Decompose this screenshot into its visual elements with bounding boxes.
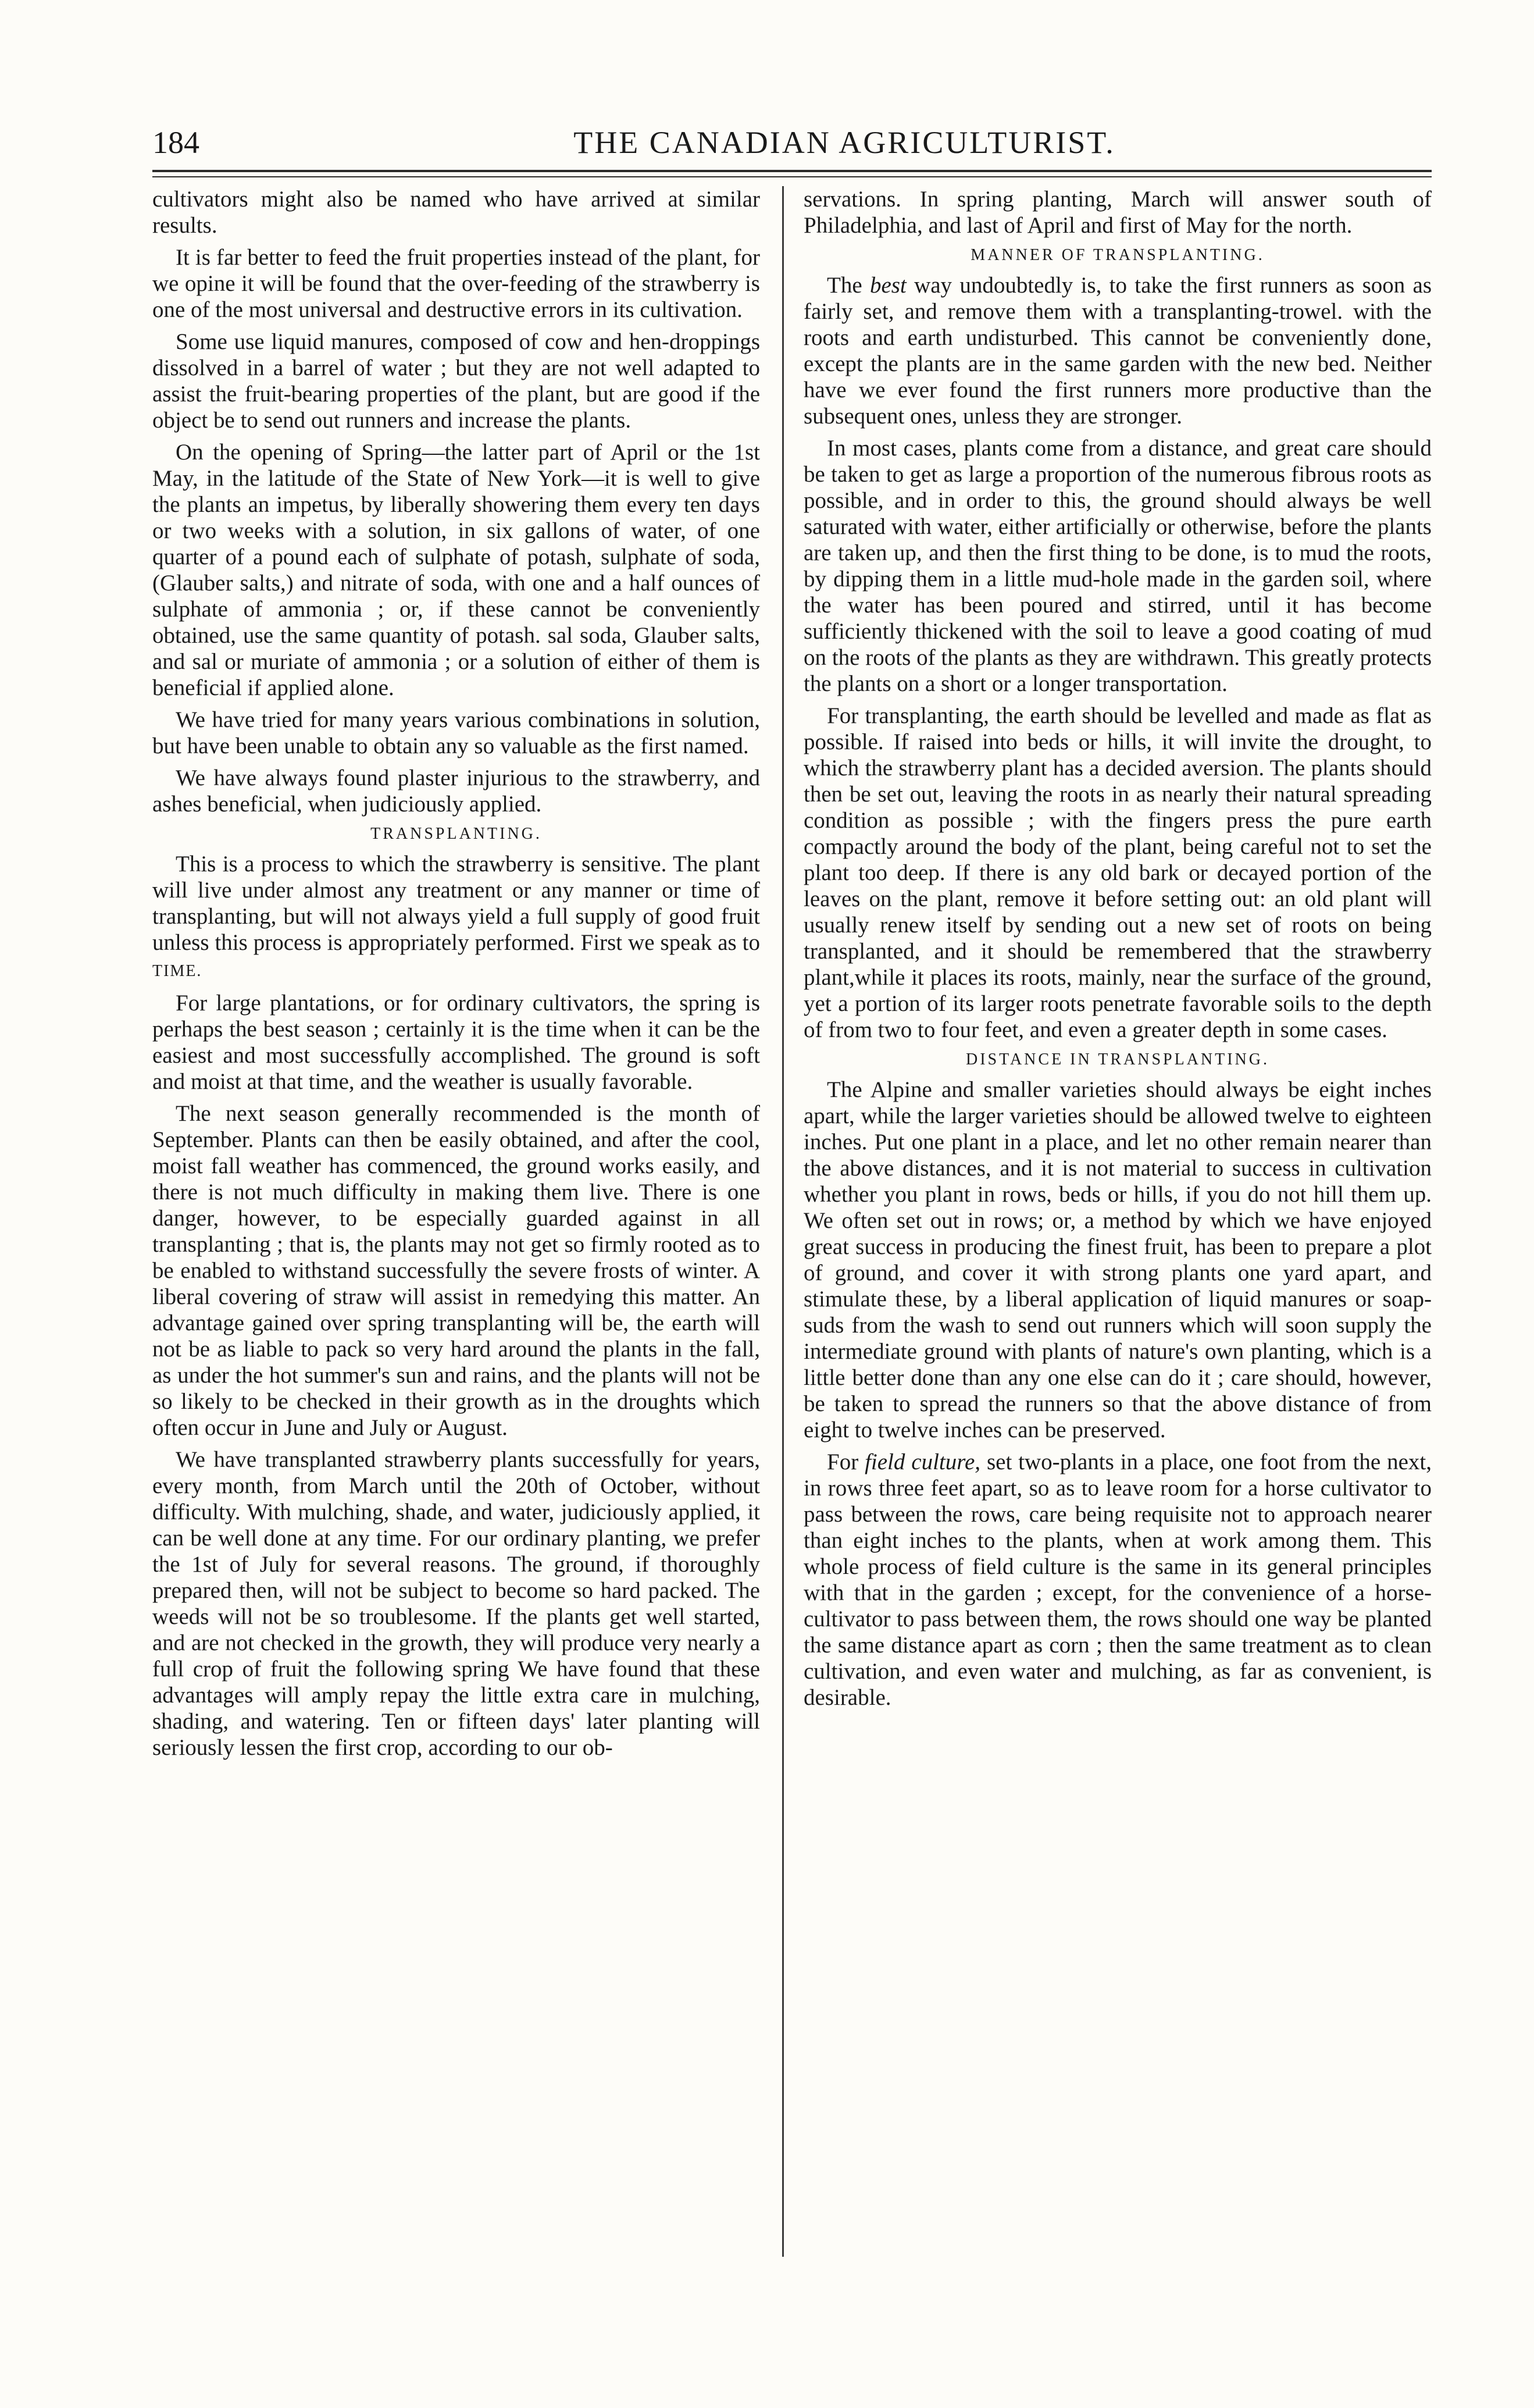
paragraph: We have always found plaster injurious to the strawberry, and ashes beneficial, when judiciously applied. — [152, 765, 760, 817]
paragraph: cultivators might also be named who have arrived at similar results. — [152, 187, 760, 238]
paragraph-text: For — [827, 1449, 859, 1474]
paragraph-text: set two-plants in a place, one foot from the next, in rows three feet apart, so as to leave room for a horse cultivator to pass between the rows, care being requisite not to approach nearer than eight inches to the plants, when at work among them. This whole process of field culture is the same in its general principles with that in the garden ; except, for the convenience of a horse-cultivator to pass between them, the rows should one way be planted the same distance apart as corn ; then the same treatment as to clean cultivation, and even water and mulching, as far as convenient, is desirable. — [804, 1449, 1432, 1710]
paragraph: The next season generally recommended is the month of September. Plants can then be easily obtained, and after the cool, moist fall weather has commenced, the ground works easily, and there is not much difficulty in making them live. There is one danger, however, to be especially guarded against in all transplanting ; that is, the plants may not get so firmly rooted as to be enabled to withstand successfully the severe frosts of winter. A liberal covering of straw will assist in remedying this matter. An advantage gained over spring transplanting will be, the earth will not be as liable to pack so very hard around the plants in the fall, as under the hot summer's sun and rains, and the plants will not be so likely to be checked in their growth as in the droughts which often occur in June and July or August. — [152, 1101, 760, 1440]
column-divider — [782, 186, 784, 2257]
paragraph — [804, 272, 1432, 429]
paragraph — [152, 851, 760, 984]
page-header — [152, 124, 1432, 165]
header-rule-thick — [152, 170, 1432, 172]
paragraph: For large plantations, or for ordinary cultivators, the spring is perhaps the best season ; certainly it is the time when it can be the easiest and most successfully accomplished. The ground is soft and moist at that time, and the weather is usually favorable. — [152, 991, 760, 1094]
paragraph: In most cases, plants come from a distance, and great care should be taken to get as large a proportion of the numerous fibrous roots as possible, and in order to this, the ground should always be well saturated with water, either artificially or otherwise, before the plants are taken up, and then the first thing to be done, is to mud the roots, by dipping them in a little mud-hole made in the garden soil, where the water has been poured and stirred, until it has become sufficiently thickened with the soil to leave a good coating of mud on the roots of the plants as they are withdrawn. This greatly protects the plants on a short or a longer transportation. — [804, 436, 1432, 696]
paragraph-text: This is a process to which the strawberry is sensitive. The plant will live under almost any treatment or any manner or time of transplanting, but will not always yield a full supply of good fruit unless this process is appropriately performed. First we speak as to — [152, 852, 760, 955]
emphasis: field culture, — [865, 1449, 981, 1474]
paragraph: servations. In spring planting, March will answer south of Philadelphia, and last of April and first of May for the north. — [804, 187, 1432, 238]
paragraph — [804, 1449, 1432, 1711]
running-title: THE CANADIAN AGRICULTURIST. — [573, 125, 1115, 160]
section-heading-manner: MANNER OF TRANSPLANTING. — [971, 246, 1265, 264]
header-rule-thin — [152, 176, 1432, 177]
right-column — [804, 186, 1432, 2280]
paragraph: It is far better to feed the fruit properties instead of the plant, for we opine it will be found that the over-feeding of the strawberry is one of the most universal and destructive errors in its cultivation. — [152, 245, 760, 322]
emphasis: best — [869, 273, 907, 298]
paragraph: The Alpine and smaller varieties should always be eight inches apart, while the larger varieties should be allowed twelve to eighteen inches. Put one plant in a place, and let no other remain nearer than the above distances, and it is not material to success in cultivation whether you plant in rows, beds or hills, if you do not hill them up. We often set out in rows; or, a method by which we have enjoyed great success in producing the finest fruit, has been to prepare a plot of ground, and cover it with strong plants one yard apart, and stimulate these, by a liberal application of liquid manures or soap-suds from the wash to send out runners which will soon supply the intermediate ground with plants of nature's own planting, which is a little better done than any one else can do it ; care should, however, be taken to spread the runners so that the above distance of from eight to twelve inches can be preserved. — [804, 1077, 1432, 1442]
paragraph-text: way undoubtedly is, to take the first runners as soon as fairly set, and remove them with a transplanting-trowel. with the roots and earth undisturbed. This cannot be conveniently done, except the plants are in the same garden with the new bed. Neither have we ever found the first runners more productive than the subsequent ones, unless they are stronger. — [804, 273, 1432, 429]
section-heading-transplanting: TRANSPLANTING. — [370, 825, 542, 843]
paragraph: We have transplanted strawberry plants successfully for years, every month, from March until the 20th of October, without difficulty. With mulching, shade, and water, judiciously applied, it can be well done at any time. For our ordinary planting, we prefer the 1st of July for several reasons. The ground, if thoroughly prepared then, will not be subject to become so hard packed. The weeds will not be so troublesome. If the plants get well started, and are not checked in the growth, they will produce very nearly a full crop of fruit the following spring We have found that these advantages will amply repay the little extra care in mulching, shading, and watering. Ten or fifteen days' later planting will seriously lessen the first crop, according to our ob- — [152, 1447, 760, 1760]
left-column — [152, 186, 760, 2280]
paragraph: Some use liquid manures, composed of cow and hen-droppings dissolved in a barrel of water ; but they are not well adapted to assist the fruit-bearing properties of the plant, but are good if the object be to send out runners and increase the plants. — [152, 329, 760, 433]
paragraph: For transplanting, the earth should be levelled and made as flat as possible. If raised into beds or hills, it will invite the drought, to which the strawberry plant has a decided aversion. The plants should then be set out, leaving the roots in as nearly their natural spreading condition as possible ; with the fingers press the pure earth compactly around the body of the plant, being careful not to set the plant too deep. If there is any old bark or decayed portion of the leaves on the plant, remove it before setting out: an old plant will usually renew itself by sending out a new set of roots on being transplanted, and it should be remembered that the strawberry plant,while it places its roots, mainly, near the surface of the ground, yet a portion of its larger roots penetrate favorable soils to the depth of from two to four feet, and even a greater depth in some cases. — [804, 703, 1432, 1042]
smallcaps-term: TIME. — [152, 962, 202, 980]
paragraph: We have tried for many years various combinations in solution, but have been unable to obtain any so valuable as the first named. — [152, 707, 760, 758]
page-number: 184 — [152, 125, 199, 160]
paragraph: On the opening of Spring—the latter part of April or the 1st May, in the latitude of the State of New York—it is well to give the plants an impetus, by liberally showering them every ten days or two weeks with a solution, in six gallons of water, of one quarter of a pound each of sulphate of potash, sulphate of soda, (Glauber salts,) and nitrate of soda, with one and a half ounces of sulphate of ammonia ; or, if these cannot be conveniently obtained, use the same quantity of potash. sal soda, Glauber salts, and sal or muriate of ammonia ; or a solution of either of them is beneficial if applied alone. — [152, 440, 760, 700]
paragraph-text: The — [827, 273, 862, 298]
section-heading-distance: DISTANCE IN TRANSPLANTING. — [965, 1050, 1270, 1068]
